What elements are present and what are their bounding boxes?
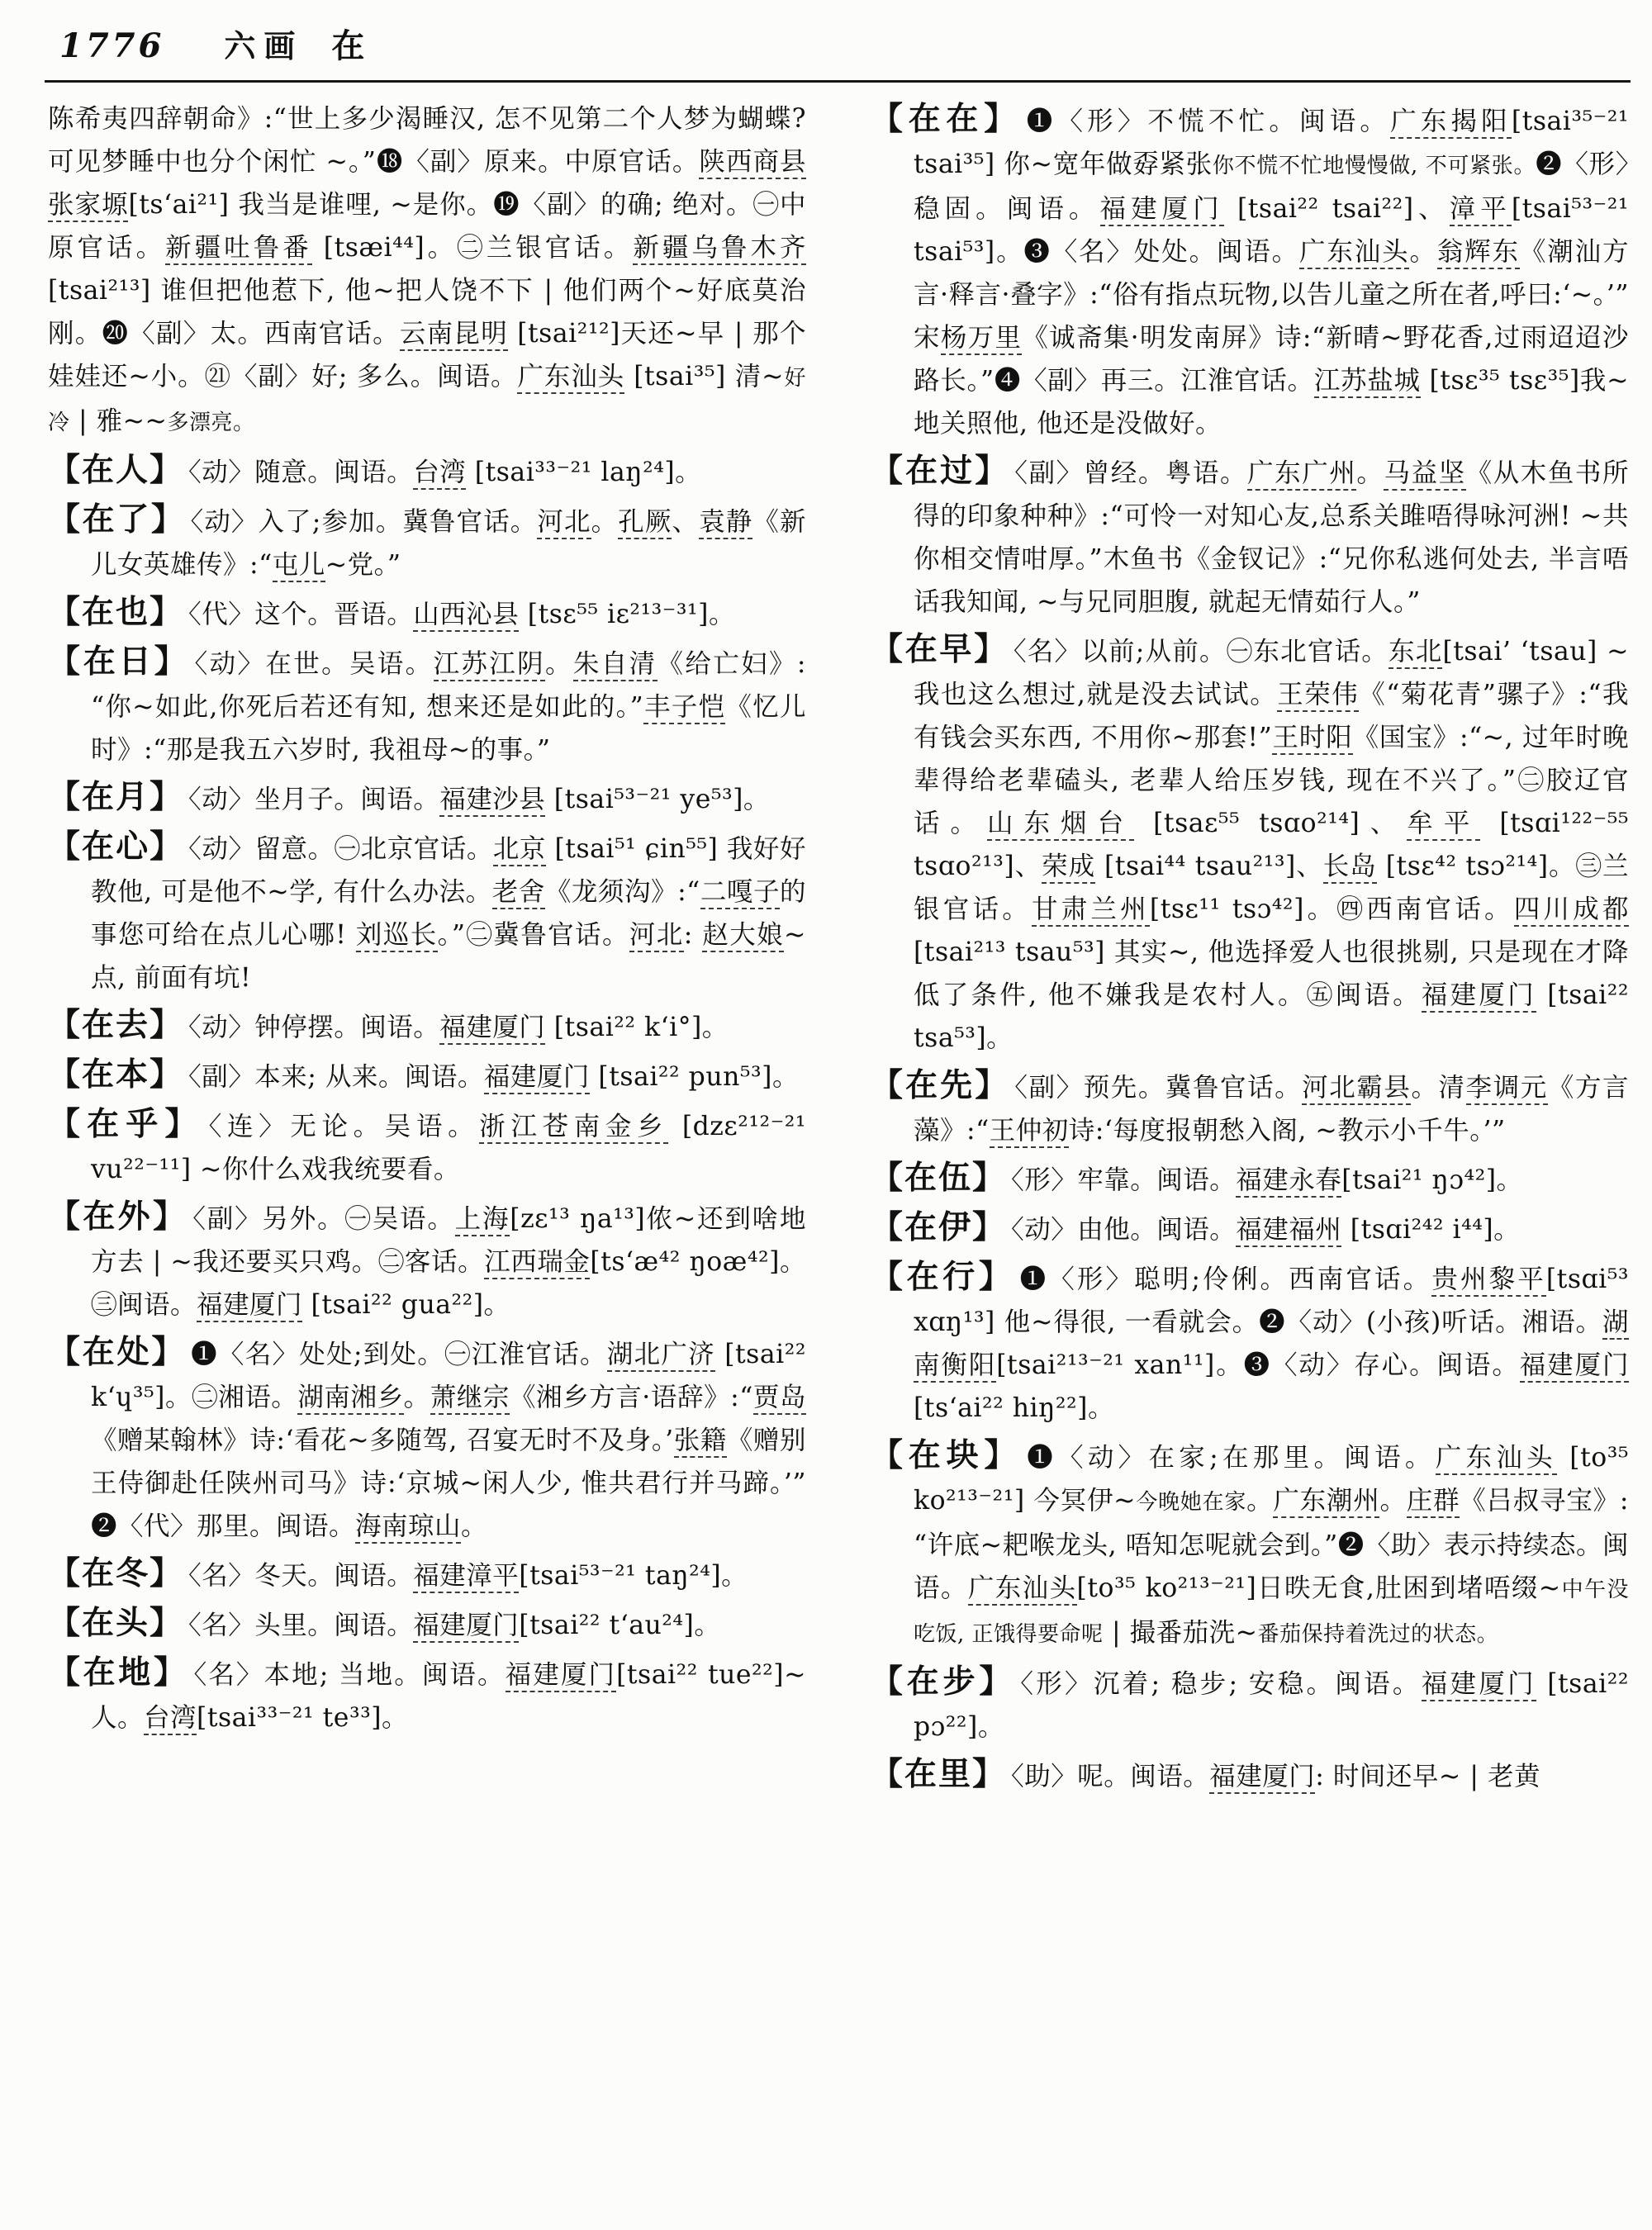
entry-text-segment: [tsai³³⁻²¹ laŋ²⁴]。 xyxy=(466,458,702,487)
proper-noun-segment: 福建厦门 xyxy=(1209,1762,1315,1794)
left-column xyxy=(48,97,806,1802)
entry-text-segment: 。 xyxy=(591,507,619,537)
proper-noun-segment: 广东汕头 xyxy=(517,362,624,394)
entry-text-segment: 。 xyxy=(1379,1486,1407,1516)
proper-noun-segment: 浙江苍南金乡 xyxy=(479,1112,668,1144)
entry-text-segment: [ts‘æ⁴² ŋoæ⁴²]。㊂闽语。 xyxy=(91,1247,806,1320)
proper-noun-segment: 北京 xyxy=(493,834,546,866)
proper-noun-segment: 湖南湘乡 xyxy=(297,1383,403,1415)
proper-noun-segment: 漳平 xyxy=(1450,194,1512,226)
entry-text-segment: 〈名〉以前;从前。㊀东北官话。 xyxy=(1013,637,1389,667)
proper-noun-segment: 甘肃兰州 xyxy=(1032,894,1150,927)
proper-noun-segment: 刘巡长 xyxy=(356,920,438,952)
entry-headword: 【在月】 xyxy=(48,778,184,816)
proper-noun-segment: 丰子恺 xyxy=(643,692,725,724)
entry xyxy=(48,1053,806,1098)
entry-headword: 【在日】 xyxy=(48,643,190,681)
proper-noun-segment: 二嘎子 xyxy=(700,877,780,909)
entry-text-segment: 〈连〉无论。吴语。 xyxy=(208,1112,480,1141)
entry-text-segment: ❷〈形〉稳固。闽语。 xyxy=(914,149,1629,224)
entry-text-segment: [tsɛ⁵⁵ iɛ²¹³⁻³¹]。 xyxy=(519,600,735,629)
entry xyxy=(871,1255,1629,1430)
entry-headword: 【在头】 xyxy=(48,1604,184,1642)
entry-text-segment: [tsai²² tsa⁵³]。 xyxy=(914,980,1629,1053)
entry xyxy=(48,776,806,821)
proper-noun-segment: 陕西商县张家塬 xyxy=(48,147,806,222)
proper-noun-segment: 福建厦门 xyxy=(1422,980,1536,1013)
entry-text-segment: [zɛ¹³ ŋa¹³]侬~还到啥地方去 | ~我还要买只鸡。㊁客话。 xyxy=(91,1204,806,1277)
entry xyxy=(48,1103,806,1191)
proper-noun-segment: 江苏江阴 xyxy=(434,649,545,681)
entry-text-segment: ❶〈名〉处处;到处。㊀江淮官话。 xyxy=(191,1340,607,1369)
proper-noun-segment: 杨万里 xyxy=(941,323,1022,355)
entry-headword: 【在乎】 xyxy=(48,1105,204,1143)
entry xyxy=(871,1064,1629,1152)
proper-noun-segment: 牟平 xyxy=(1407,809,1480,841)
entry-text-segment: 《吕叔寻宝》:“许底~耙喉龙头, 唔知怎呢就会到。”❷〈助〉表示持续态。闽语。 xyxy=(914,1486,1629,1603)
entry-text-segment: 〈动〉入了;参加。冀鲁官话。 xyxy=(190,507,538,537)
entry-text-segment: [tsai³⁵⁻²¹ tsai³⁵] 你~宽年做孬紧张 xyxy=(914,107,1629,179)
entry-text-segment: 、 xyxy=(672,507,700,537)
proper-noun-segment: 马益坚 xyxy=(1384,458,1465,491)
right-column xyxy=(871,97,1629,1802)
entry-text-segment: [tsai²² k‘i°]。 xyxy=(545,1013,729,1042)
entry-text-segment: 。 xyxy=(461,1511,488,1541)
entry-text-segment: | 雅~~ xyxy=(69,406,168,436)
entry-text-segment: ❶〈形〉不慌不忙。闽语。 xyxy=(1026,107,1391,136)
proper-noun-segment: 赵大娘 xyxy=(702,920,784,952)
entry-headword: 【在心】 xyxy=(48,828,184,866)
entry-text-segment: 〈副〉曾经。粤语。 xyxy=(1014,458,1248,488)
entry-text-segment: 《诚斋集·明发南屏》诗:“新晴~野花香,过雨迢迢沙路长。”❹〈副〉再三。江淮官话。 xyxy=(914,323,1629,396)
proper-noun-segment: 江苏盐城 xyxy=(1314,366,1421,398)
entry-text-segment: [tsai³³⁻²¹ te³³]。 xyxy=(197,1703,408,1733)
entry xyxy=(48,825,806,999)
proper-noun-segment: 福建厦门 xyxy=(1100,194,1224,226)
proper-noun-segment: 河北 xyxy=(629,920,684,952)
entry-headword: 【在步】 xyxy=(871,1663,1016,1701)
entry-text-segment: 〈形〉牢靠。闽语。 xyxy=(1011,1165,1237,1195)
entry-text-segment: 《潮汕方言·释言·叠字》:“俗有指点玩物,以告儿童之所在者,呼曰:‘~。’”宋 xyxy=(914,237,1629,353)
entry-text-segment: [tsai²¹³⁻²¹ xan¹¹]。❸〈动〉存心。闽语。 xyxy=(996,1350,1520,1380)
entry-text-segment: 〈动〉随意。闽语。 xyxy=(188,458,414,487)
entry xyxy=(48,97,806,444)
proper-noun-segment: 贵州黎平 xyxy=(1431,1264,1546,1297)
proper-noun-segment: 福建厦门 xyxy=(1520,1350,1629,1383)
proper-noun-segment: 海南琼山 xyxy=(355,1511,461,1544)
proper-noun-segment: 孔厥 xyxy=(618,507,672,539)
entry-text-segment: [tsɑi⁵³ xɑŋ¹³] 他~得很, 一看就会。❷〈动〉(小孩)听话。湘语。 xyxy=(914,1264,1629,1337)
entry xyxy=(48,591,806,636)
entry-headword: 【在去】 xyxy=(48,1006,184,1044)
entry-text-segment: [tsai⁵³⁻²¹ ye⁵³]。 xyxy=(545,785,770,814)
proper-noun-segment: 屯儿 xyxy=(273,550,325,582)
entry xyxy=(871,628,1629,1060)
entry-headword: 【在也】 xyxy=(48,593,184,631)
proper-noun-segment: 福建福州 xyxy=(1236,1215,1341,1247)
entry-text-segment: [dzɛ²¹²⁻²¹ vu²²⁻¹¹] ~你什么戏我统要看。 xyxy=(91,1112,806,1184)
entry xyxy=(48,1004,806,1049)
entry-text-segment: 。 xyxy=(1409,237,1437,267)
entry-text-segment: 好冷 xyxy=(48,366,806,435)
entry-headword: 【在本】 xyxy=(48,1056,184,1094)
entry-text-segment: 〈形〉沉着; 稳步; 安稳。闽语。 xyxy=(1020,1669,1422,1699)
proper-noun-segment: 湖北广济 xyxy=(607,1340,715,1372)
entry-headword: 【在在】 xyxy=(871,100,1022,138)
entry xyxy=(48,498,806,586)
entry-text-segment: 诗:‘每度报朝愁入阁, ~教示小千牛。’” xyxy=(1068,1116,1506,1146)
proper-noun-segment: 广东揭阳 xyxy=(1390,107,1512,139)
entry-text-segment: [ts‘ai²¹] 我当是谁哩, ~是你。⓳〈副〉的确; 绝对。㊀中原官话。 xyxy=(48,190,806,263)
entry-text-segment: | 撮番茄洗~ xyxy=(1103,1618,1258,1648)
entry xyxy=(871,1753,1629,1798)
proper-noun-segment: 台湾 xyxy=(413,458,466,490)
entry-text-segment: [to³⁵ ko²¹³⁻²¹]日昳无食,肚困到堵唔缀~ xyxy=(1076,1573,1561,1603)
entry-headword: 【在外】 xyxy=(48,1198,188,1236)
entry-text-segment: [tsɑi¹²²⁻⁵⁵ tsɑo²¹³]、 xyxy=(914,809,1629,881)
entry-text-segment: [tsai²² gua²²]。 xyxy=(302,1290,510,1320)
entry-text-segment: 的事您可给在点儿心哪! xyxy=(91,877,807,950)
proper-noun-segment: 庄群 xyxy=(1407,1486,1460,1518)
proper-noun-segment: 福建沙县 xyxy=(439,785,545,817)
entry xyxy=(871,1434,1629,1656)
entry-text-segment: 〈动〉在世。吴语。 xyxy=(194,649,434,679)
entry-text-segment: 多漂亮。 xyxy=(167,410,255,435)
entry-text-segment: 〈代〉这个。晋语。 xyxy=(188,600,414,629)
entry xyxy=(871,97,1629,445)
entry-text-segment: 。 xyxy=(403,1383,430,1412)
two-column-body xyxy=(0,83,1652,1802)
entry-headword: 【在伊】 xyxy=(871,1208,1007,1246)
proper-noun-segment: 河北霸县 xyxy=(1302,1073,1411,1105)
entry-text-segment: 你不慌不忙地慢慢做, 不可紧张。 xyxy=(1212,154,1536,178)
entry-text-segment: ❶〈形〉聪明;伶俐。西南官话。 xyxy=(1019,1264,1432,1294)
entry xyxy=(871,449,1629,624)
entry-text-segment: 《湘乡方言·语辞》:“ xyxy=(509,1383,753,1412)
entry-text-segment: [tsaɛ⁵⁵ tsɑo²¹⁴]、 xyxy=(1134,809,1408,838)
entry-text-segment: 〈动〉留意。㊀北京官话。 xyxy=(188,834,493,864)
entry-headword: 【在冬】 xyxy=(48,1554,184,1592)
entry xyxy=(48,1552,806,1597)
entry xyxy=(48,1651,806,1739)
entry-text-segment: 〈动〉由他。闽语。 xyxy=(1011,1215,1237,1245)
entry-text-segment: 〈名〉冬天。闽语。 xyxy=(188,1561,414,1591)
entry xyxy=(48,448,806,494)
entry-text-segment: [tsai²¹³] 谁但把他惹下, 他~把人饶不下 | 他们两个~好底莫治刚。⓴〈副〉太。西南官话。 xyxy=(48,276,806,349)
proper-noun-segment: 东北 xyxy=(1389,637,1442,669)
entry xyxy=(48,1195,806,1326)
proper-noun-segment: 广东潮州 xyxy=(1273,1486,1379,1518)
entry-text-segment: 《赠别王侍御赴任陕州司马》诗:‘京城~闲人少, 惟共君行并马蹄。’”❷〈代〉那里。闽语。 xyxy=(91,1426,806,1541)
entry xyxy=(48,1601,806,1647)
entry-text-segment: 《龙须沟》:“ xyxy=(544,877,700,907)
proper-noun-segment: 王仲初 xyxy=(990,1116,1069,1148)
section-character: 在 xyxy=(331,26,365,65)
entry-headword: 【在人】 xyxy=(48,451,184,489)
entry-text-segment: [tsai²² pɔ²²]。 xyxy=(914,1669,1629,1742)
entry-text-segment: 《忆儿时》:“那是我五六岁时, 我祖母~的事。” xyxy=(91,692,806,765)
stroke-section-label: 六画 xyxy=(224,27,304,64)
entry-text-segment: [tsɑi²⁴² i⁴⁴]。 xyxy=(1341,1215,1521,1245)
page-header xyxy=(0,0,1652,67)
entry-headword: 【在伍】 xyxy=(871,1159,1007,1197)
proper-noun-segment: 四川成都 xyxy=(1514,894,1629,927)
proper-noun-segment: 湖南衡阳 xyxy=(914,1307,1629,1383)
entry-text-segment: : xyxy=(683,920,703,950)
proper-noun-segment: 王荣伟 xyxy=(1277,680,1359,712)
entry-text-segment: 。”㊁冀鲁官话。 xyxy=(437,920,629,950)
entry-headword: 【在过】 xyxy=(871,452,1010,490)
entry-text-segment: [ts‘ai²² hiŋ²²]。 xyxy=(914,1393,1114,1423)
entry-text-segment: 番茄保持着洗过的状态。 xyxy=(1257,1622,1499,1647)
entry-text-segment: 陈希夷四辞朝命》:“世上多少渴睡汉, 怎不见第二个人梦为蝴蝶? 可见梦睡中也分个闲忙 ~。”⓲〈副〉原来。中原官话。 xyxy=(48,104,806,177)
proper-noun-segment: 张籍 xyxy=(674,1426,727,1458)
proper-noun-segment: 福建厦门 xyxy=(439,1013,545,1045)
entry-text-segment: 今晚她在家 xyxy=(1136,1490,1247,1515)
proper-noun-segment: 翁辉东 xyxy=(1437,237,1520,269)
entry-text-segment: [tsai³⁵] 清~ xyxy=(624,362,785,391)
entry-headword: 【在早】 xyxy=(871,630,1009,668)
entry-text-segment: [tsai²¹ ŋɔ⁴²]。 xyxy=(1341,1165,1523,1195)
entry-headword: 【在了】 xyxy=(48,501,186,539)
entry-text-segment: [tsɛ³⁵ tsɛ³⁵]我~地关照他, 他还是没做好。 xyxy=(914,366,1630,439)
entry xyxy=(48,640,806,771)
proper-noun-segment: 广东广州 xyxy=(1247,458,1356,491)
entry-text-segment: 中午没吃饭, 正饿得要命呢 xyxy=(914,1578,1629,1647)
entry-text-segment: : 时间还早~ | 老黄 xyxy=(1315,1762,1540,1791)
entry-text-segment: [tsai²¹²]天还~早 | 那个娃娃还~小。㉑〈副〉好; 多么。闽语。 xyxy=(48,319,806,391)
entry-text-segment: [tsai²² t‘au²⁴]。 xyxy=(519,1611,721,1640)
proper-noun-segment: 台湾 xyxy=(144,1703,197,1735)
entry-text-segment: [tsɛ¹¹ tsɔ⁴²]。㊃西南官话。 xyxy=(1149,894,1514,924)
entry-text-segment: [tsai⁴⁴ tsau²¹³]、 xyxy=(1095,852,1323,881)
proper-noun-segment: 福建厦门 xyxy=(1422,1669,1536,1701)
entry-text-segment: 《给亡妇》:“你~如此,你死后若还有知, 想来还是如此的。” xyxy=(91,649,806,722)
proper-noun-segment: 山东烟台 xyxy=(987,809,1134,841)
entry-text-segment: 〈副〉另外。㊀吴语。 xyxy=(192,1204,455,1234)
entry-text-segment: [to³⁵ ko²¹³⁻²¹] 今冥伊~ xyxy=(914,1443,1629,1516)
proper-noun-segment: 福建厦门 xyxy=(413,1611,519,1643)
entry-text-segment: 。 xyxy=(545,649,573,679)
entry-text-segment: 《从木鱼书所得的印象种种》:“可怜一对知心友,总系关雎唔得咏河洲! ~共你相交情咁厚。”木鱼书《金钗记》:“兄你私逃何处去, 半言唔话我知闻, ~与兄同胆腹, 就起无情茹行人。” xyxy=(914,458,1629,617)
entry-text-segment: [tsæi⁴⁴]。㊁兰银官话。 xyxy=(311,233,634,263)
proper-noun-segment: 福建永春 xyxy=(1236,1165,1341,1198)
entry-headword: 【在行】 xyxy=(871,1258,1015,1296)
proper-noun-segment: 福建厦门 xyxy=(506,1660,616,1692)
entry-text-segment: 〈副〉本来; 从来。闽语。 xyxy=(188,1062,484,1092)
entry-headword: 【在处】 xyxy=(48,1333,187,1371)
entry-text-segment: [tsai²¹³ tsau⁵³] 其实~, 他选择爱人也很挑剔, 只是现在才降低了条件, 他不嫌我是农村人。㊄闽语。 xyxy=(914,937,1629,1010)
entry xyxy=(871,1660,1629,1748)
entry-text-segment: 《方言藻》:“ xyxy=(914,1073,1629,1146)
entry-text-segment: 〈副〉预先。冀鲁官话。 xyxy=(1014,1073,1303,1103)
proper-noun-segment: 上海 xyxy=(455,1204,510,1236)
proper-noun-segment: 江西瑞金 xyxy=(484,1247,590,1279)
proper-noun-segment: 福建漳平 xyxy=(413,1561,519,1593)
entry-text-segment: 《新儿女英雄传》:“ xyxy=(91,507,806,580)
page-number: 1776 xyxy=(59,26,165,65)
entry-text-segment: [tsai²² k‘ɥ³⁵]。㊁湘语。 xyxy=(91,1340,806,1412)
entry-text-segment: [tsai²² tue²²]~人。 xyxy=(91,1660,806,1733)
proper-noun-segment: 新疆乌鲁木齐 xyxy=(633,233,806,265)
proper-noun-segment: 新疆吐鲁番 xyxy=(165,233,312,265)
entry-text-segment: 。清 xyxy=(1411,1073,1466,1103)
entry-text-segment: [tsɛ⁴² tsɔ²¹⁴]。㊂兰银官话。 xyxy=(914,852,1630,924)
entry-text-segment: [tsai²² pun⁵³]。 xyxy=(589,1062,799,1092)
entry-text-segment: [tsai’ ‘tsau] ~我也这么想过,就是没去试试。 xyxy=(914,637,1629,709)
entry-text-segment: 〈助〉呢。闽语。 xyxy=(1011,1762,1210,1791)
proper-noun-segment: 河北 xyxy=(537,507,591,539)
entry-headword: 【在里】 xyxy=(871,1755,1007,1793)
entry xyxy=(48,1331,806,1548)
entry-text-segment: ~点, 前面有坑! xyxy=(91,920,806,993)
proper-noun-segment: 广东汕头 xyxy=(1299,237,1409,269)
proper-noun-segment: 云南昆明 xyxy=(400,319,508,351)
entry-text-segment: 《赠某翰林》诗:‘看花~多随驾, 召宴无时不及身。’ xyxy=(91,1426,674,1455)
entry-text-segment: 〈名〉本地; 当地。闽语。 xyxy=(193,1660,506,1690)
proper-noun-segment: 福建厦门 xyxy=(197,1290,302,1322)
entry-headword: 【在块】 xyxy=(871,1436,1023,1474)
entry-headword: 【在先】 xyxy=(871,1066,1010,1104)
entry-text-segment: [tsai⁵³⁻²¹ tsai⁵³]。❸〈名〉处处。闽语。 xyxy=(914,194,1629,267)
entry-text-segment: [tsai²² tsai²²]、 xyxy=(1223,194,1450,224)
proper-noun-segment: 广东汕头 xyxy=(968,1573,1077,1606)
entry-text-segment: 。 xyxy=(1356,458,1384,488)
proper-noun-segment: 老舍 xyxy=(492,877,545,909)
entry-text-segment: 。 xyxy=(1246,1486,1274,1516)
entry xyxy=(871,1156,1629,1202)
proper-noun-segment: 王时阳 xyxy=(1272,723,1352,755)
proper-noun-segment: 袁静 xyxy=(699,507,752,539)
proper-noun-segment: 贾岛 xyxy=(753,1383,806,1415)
proper-noun-segment: 长岛 xyxy=(1323,852,1377,884)
entry-text-segment: 《国宝》:“~, 过年时晚辈得给老辈磕头, 老辈人给压岁钱, 现在不兴了。”㊁胶辽官话。 xyxy=(914,723,1629,838)
proper-noun-segment: 荣成 xyxy=(1042,852,1095,884)
entry xyxy=(871,1206,1629,1251)
proper-noun-segment: 萧继宗 xyxy=(430,1383,510,1415)
entry-text-segment: 〈动〉坐月子。闽语。 xyxy=(188,785,440,814)
entry-text-segment: ❶〈动〉在家;在那里。闽语。 xyxy=(1027,1443,1436,1473)
proper-noun-segment: 广东汕头 xyxy=(1436,1443,1557,1475)
proper-noun-segment: 朱自清 xyxy=(573,649,657,681)
entry-headword: 【在地】 xyxy=(48,1654,189,1691)
entry-text-segment: 〈名〉头里。闽语。 xyxy=(188,1611,414,1640)
entry-text-segment: 〈动〉钟停摆。闽语。 xyxy=(188,1013,440,1042)
proper-noun-segment: 福建厦门 xyxy=(484,1062,590,1094)
proper-noun-segment: 李调元 xyxy=(1466,1073,1548,1105)
entry-text-segment: 《“菊花青”骡子》:“我有钱会买东西, 不用你~那套!” xyxy=(914,680,1629,752)
entry-text-segment: [tsai⁵³⁻²¹ taŋ²⁴]。 xyxy=(519,1561,748,1591)
entry-text-segment: [tsai⁵¹ ɕin⁵⁵] 我好好教他, 可是他不~学, 有什么办法。 xyxy=(91,834,806,907)
entry-text-segment: ~党。” xyxy=(325,550,401,580)
proper-noun-segment: 山西沁县 xyxy=(413,600,519,632)
